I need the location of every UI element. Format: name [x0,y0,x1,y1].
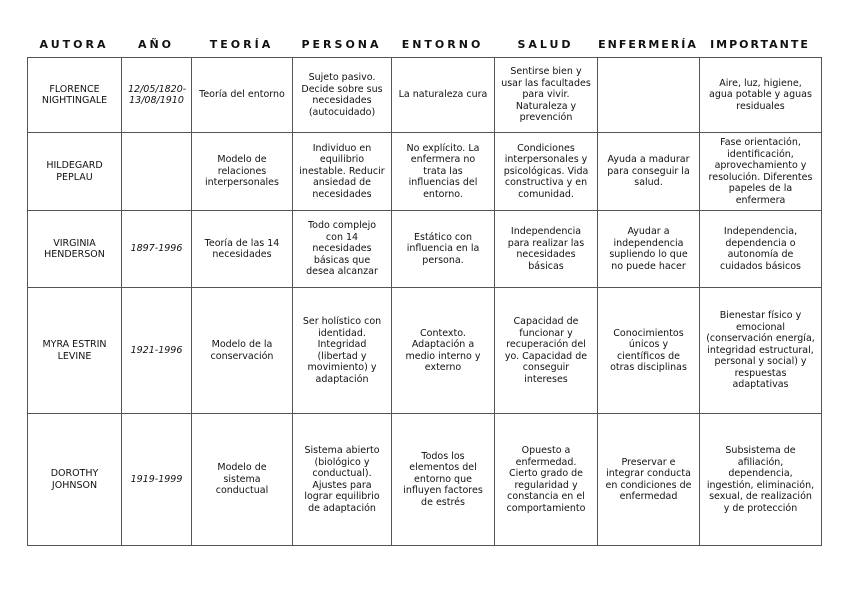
cell-importante: Fase orientación, identificación, aprovechamiento y resolución. Diferentes papeles de la enfermera [700,133,822,211]
cell-autora: FLORENCE NIGHTINGALE [28,58,122,133]
header-anio: AÑO [137,37,175,51]
header-entorno: ENTORNO [401,37,484,51]
cell-salud: Independencia para realizar las necesidades básicas [495,211,598,288]
cell-anio: 1921-1996 [122,288,192,414]
cell-teoria: Teoría de las 14 necesidades [192,211,293,288]
cell-anio: 1897-1996 [122,211,192,288]
cell-importante: Subsistema de afiliación, dependencia, ingestión, eliminación, sexual, de realización y de protección [700,414,822,546]
header-persona: PERSONA [301,37,382,51]
cell-enfermeria: Ayudar a independencia supliendo lo que no puede hacer [598,211,700,288]
theories-table [27,57,822,546]
header-autora: AUTORA [39,37,109,51]
table-row [28,288,822,414]
cell-persona: Individuo en equilibrio inestable. Reducir ansiedad de necesidades [293,133,392,211]
cell-teoria: Modelo de relaciones interpersonales [192,133,293,211]
cell-persona: Sujeto pasivo. Decide sobre sus necesidades (autocuidado) [293,58,392,133]
cell-salud: Opuesto a enfermedad. Cierto grado de regularidad y constancia en el comportamiento [495,414,598,546]
cell-enfermeria: Preservar e integrar conducta en condiciones de enfermedad [598,414,700,546]
cell-anio: 12/05/1820-13/08/1910 [122,58,192,133]
cell-importante: Bienestar físico y emocional (conservación energía, integridad estructural, personal y social) y respuestas adaptativas [700,288,822,414]
cell-entorno: Todos los elementos del entorno que influyen factores de estrés [392,414,495,546]
header-salud: SALUD [517,37,574,51]
cell-teoria: Teoría del entorno [192,58,293,133]
cell-salud: Capacidad de funcionar y recuperación del yo. Capacidad de conseguir intereses [495,288,598,414]
cell-autora: MYRA ESTRIN LEVINE [28,288,122,414]
cell-persona: Ser holístico con identidad. Integridad (libertad y movimiento) y adaptación [293,288,392,414]
table-row [28,58,822,133]
cell-autora: VIRGINIA HENDERSON [28,211,122,288]
table-row [28,133,822,211]
cell-entorno: La naturaleza cura [392,58,495,133]
cell-enfermeria: Conocimientos únicos y científicos de otras disciplinas [598,288,700,414]
cell-teoria: Modelo de sistema conductual [192,414,293,546]
header-enfermeria: ENFERMERÍA [598,37,698,51]
cell-teoria: Modelo de la conservación [192,288,293,414]
cell-autora: DOROTHY JOHNSON [28,414,122,546]
cell-entorno: Contexto. Adaptación a medio interno y externo [392,288,495,414]
cell-importante: Independencia, dependencia o autonomía de cuidados básicos [700,211,822,288]
table-row [28,414,822,546]
cell-salud: Sentirse bien y usar las facultades para vivir. Naturaleza y prevención [495,58,598,133]
header-importante: IMPORTANTE [710,37,810,51]
cell-anio [122,133,192,211]
table-row [28,211,822,288]
cell-entorno: Estático con influencia en la persona. [392,211,495,288]
cell-enfermeria: Ayuda a madurar para conseguir la salud. [598,133,700,211]
cell-importante: Aire, luz, higiene, agua potable y aguas residuales [700,58,822,133]
cell-salud: Condiciones interpersonales y psicológicas. Vida constructiva y en comunidad. [495,133,598,211]
cell-entorno: No explícito. La enfermera no trata las influencias del entorno. [392,133,495,211]
cell-persona: Sistema abierto (biológico y conductual). Ajustes para lograr equilibrio de adaptación [293,414,392,546]
cell-persona: Todo complejo con 14 necesidades básicas que desea alcanzar [293,211,392,288]
cell-enfermeria [598,58,700,133]
cell-autora: HILDEGARD PEPLAU [28,133,122,211]
cell-anio: 1919-1999 [122,414,192,546]
header-teoria: TEORÍA [209,37,274,51]
